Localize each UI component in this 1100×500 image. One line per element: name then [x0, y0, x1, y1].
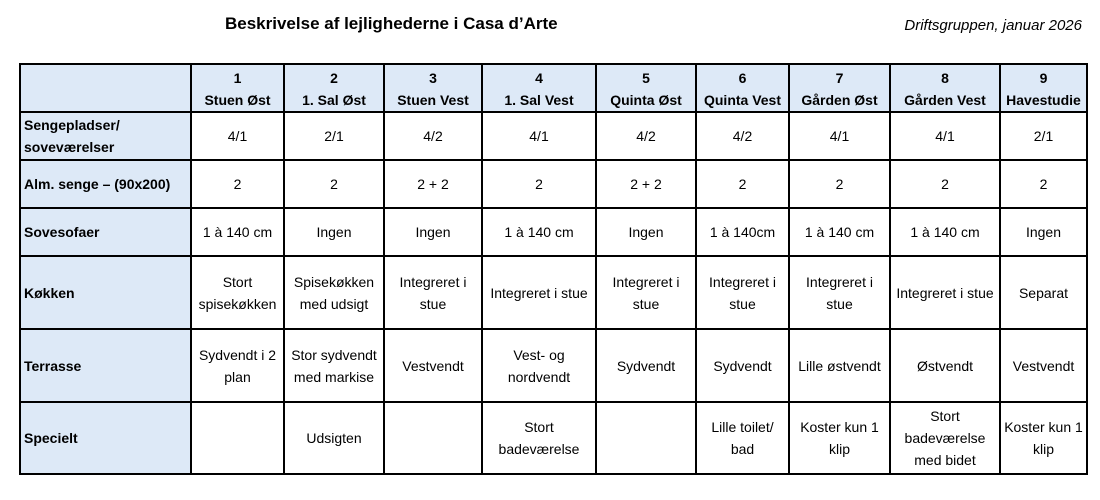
table-cell: 4/1 — [789, 112, 890, 160]
table-cell: 2 — [1000, 160, 1087, 208]
table-cell: Integreret i stue — [384, 256, 482, 329]
column-header-1 — [191, 64, 284, 112]
table-cell: Ingen — [596, 208, 696, 256]
table-cell: Østvendt — [890, 329, 1000, 402]
table-cell: 4/1 — [890, 112, 1000, 160]
table-cell: 2 — [284, 160, 384, 208]
table-cell: 2 + 2 — [384, 160, 482, 208]
column-header-2 — [284, 64, 384, 112]
table-cell: Ingen — [1000, 208, 1087, 256]
column-header-5 — [596, 64, 696, 112]
table-cell: Vest- og nordvendt — [482, 329, 596, 402]
column-name: Havestudie — [1006, 92, 1081, 108]
table-cell: 2 — [191, 160, 284, 208]
table-cell: 2 — [890, 160, 1000, 208]
row-label: Sovesofaer — [20, 208, 191, 256]
row-label: Sengepladser/ soveværelser — [20, 112, 191, 160]
column-number: 5 — [642, 70, 650, 86]
table-row-sovesofaer — [20, 208, 1087, 256]
table-cell: Integreret i stue — [482, 256, 596, 329]
table-cell: 2 — [696, 160, 789, 208]
table-cell: 2 — [789, 160, 890, 208]
corner-cell — [20, 64, 191, 112]
table-cell: Ingen — [284, 208, 384, 256]
column-number: 9 — [1039, 70, 1048, 86]
table-cell: Stort badeværelse — [482, 402, 596, 474]
table-cell: 4/1 — [191, 112, 284, 160]
table-cell: 4/2 — [696, 112, 789, 160]
row-label: Køkken — [20, 256, 191, 329]
column-number: 8 — [941, 70, 949, 86]
table-cell: Sydvendt — [696, 329, 789, 402]
column-name: Quinta Vest — [703, 92, 782, 108]
table-cell: Integreret i stue — [596, 256, 696, 329]
column-number: 3 — [429, 70, 437, 86]
table-cell: 1 à 140 cm — [789, 208, 890, 256]
table-cell: 1 à 140 cm — [482, 208, 596, 256]
table-cell: 2/1 — [1000, 112, 1087, 160]
table-cell: Integreret i stue — [696, 256, 789, 329]
table-cell: 1 à 140 cm — [890, 208, 1000, 256]
table-cell: Lille toilet/ bad — [696, 402, 789, 474]
table-row-koekken — [20, 256, 1087, 329]
table-cell — [384, 402, 482, 474]
table-row-sengepladser — [20, 112, 1087, 160]
row-label: Alm. senge – (90x200) — [20, 160, 191, 208]
header-row — [20, 64, 1087, 112]
table-cell: Stor sydvendt med markise — [284, 329, 384, 402]
table-row-alm-senge — [20, 160, 1087, 208]
table-cell: 1 à 140cm — [696, 208, 789, 256]
column-name: Quinta Øst — [610, 92, 682, 108]
table-cell: 4/1 — [482, 112, 596, 160]
table-cell: Udsigten — [284, 402, 384, 474]
column-name: Stuen Vest — [397, 92, 469, 108]
table-cell: 1 à 140 cm — [191, 208, 284, 256]
column-header-9 — [1000, 64, 1087, 112]
table-cell: 4/2 — [596, 112, 696, 160]
column-header-4 — [482, 64, 596, 112]
table-cell: Sydvendt i 2 plan — [191, 329, 284, 402]
column-name: Gården Øst — [801, 92, 878, 108]
column-header-7 — [789, 64, 890, 112]
table-cell: 2 + 2 — [596, 160, 696, 208]
column-number: 2 — [330, 70, 338, 86]
column-header-3 — [384, 64, 482, 112]
table-cell — [191, 402, 284, 474]
table-cell: Stort badeværelse med bidet — [890, 402, 1000, 474]
table-cell: Ingen — [384, 208, 482, 256]
table-cell: Sydvendt — [596, 329, 696, 402]
table-cell: Separat — [1000, 256, 1087, 329]
column-name: Stuen Øst — [204, 92, 271, 108]
table-row-specielt — [20, 402, 1087, 474]
column-number: 4 — [535, 70, 543, 86]
table-cell: Integreret i stue — [789, 256, 890, 329]
table-cell: Stort spisekøkken — [191, 256, 284, 329]
table-cell: 4/2 — [384, 112, 482, 160]
table-cell — [596, 402, 696, 474]
table-cell: Koster kun 1 klip — [1000, 402, 1087, 474]
column-number: 7 — [835, 70, 844, 86]
column-name: Gården Vest — [904, 92, 986, 108]
table-cell: Vestvendt — [384, 329, 482, 402]
table-cell: Vestvendt — [1000, 329, 1087, 402]
table-cell: Koster kun 1 klip — [789, 402, 890, 474]
table-row-terrasse — [20, 329, 1087, 402]
table-cell: Lille østvendt — [789, 329, 890, 402]
page-title: Beskrivelse af lejlighederne i Casa d’Arte — [225, 14, 558, 33]
column-name: 1. Sal Øst — [302, 92, 366, 108]
column-name: 1. Sal Vest — [504, 92, 574, 108]
page-subtitle: Driftsgruppen, januar 2026 — [904, 17, 1082, 34]
table-cell: 2/1 — [284, 112, 384, 160]
table-cell: 2 — [482, 160, 596, 208]
column-number: 1 — [233, 70, 242, 86]
table-cell: Integreret i stue — [890, 256, 1000, 329]
column-header-8 — [890, 64, 1000, 112]
row-label: Terrasse — [20, 329, 191, 402]
row-label: Specielt — [20, 402, 191, 474]
apartment-table — [19, 63, 1088, 475]
table-cell: Spisekøkken med udsigt — [284, 256, 384, 329]
column-number: 6 — [738, 70, 747, 86]
column-header-6 — [696, 64, 789, 112]
